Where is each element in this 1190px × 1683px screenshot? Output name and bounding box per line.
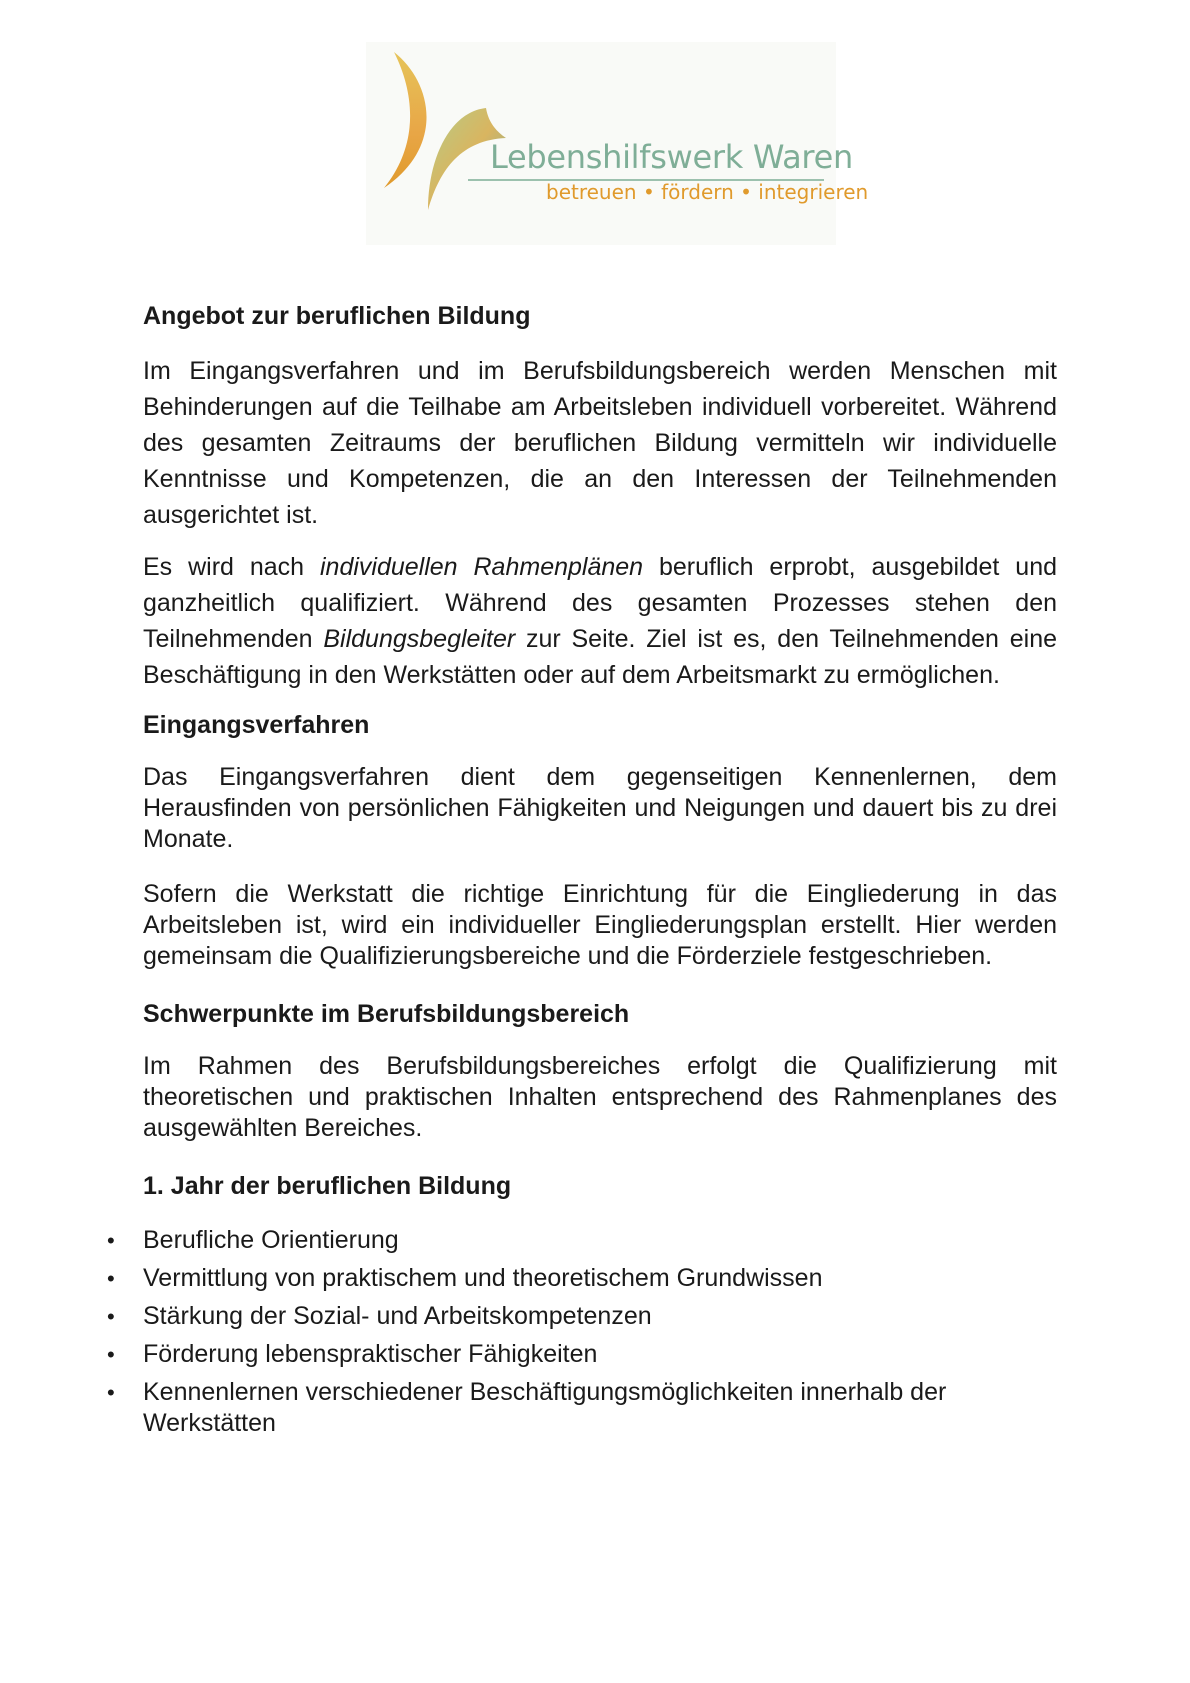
emphasis-bildungsbegleiter: Bildungsbegleiter: [323, 625, 516, 653]
logo-tagline: betreuen • fördern • integrieren: [546, 180, 869, 204]
logo-organization-name: Lebenshilfswerk Waren: [490, 138, 853, 176]
heading-entry-procedure: Eingangsverfahren: [143, 711, 370, 739]
emphasis-rahmenplaene: individuellen Rahmenplänen: [319, 553, 644, 581]
list-item: [107, 1339, 1057, 1370]
list-item: [107, 1225, 1057, 1256]
paragraph-focus: Im Rahmen des Berufsbildungsbereiches erfolgt die Qualifizierung mit theoretischen und praktischen Inhalten entsprechend des Rahmenplanes des ausgewählten Bereiches.: [143, 1052, 1057, 1142]
heading-focus: Schwerpunkte im Berufsbildungsbereich: [143, 1000, 630, 1028]
list-item-text: Vermittlung von praktischem und theoretischem Grundwissen: [143, 1264, 823, 1292]
bullet-icon: •: [107, 1304, 115, 1329]
list-item-text: Kennenlernen verschiedener Beschäftigungsmöglichkeiten innerhalb der Werkstätten: [143, 1378, 947, 1437]
paragraph-offer-2-text-c: zur Seite. Ziel ist es, den Teilnehmenden eine Beschäftigung in den Werkstätten oder auf dem Arbeitsmarkt zu ermöglichen.: [143, 625, 1057, 689]
heading-offer: Angebot zur beruflichen Bildung: [143, 302, 531, 330]
year-1-list: [107, 1225, 1057, 1439]
heading-year-1: 1. Jahr der beruflichen Bildung: [143, 1172, 512, 1200]
list-item-text: Förderung lebenspraktischer Fähigkeiten: [143, 1340, 598, 1368]
paragraph-offer-1: Im Eingangsverfahren und im Berufsbildungsbereich werden Menschen mit Behinderungen auf die Teilhabe am Arbeitsleben individuell vorbereitet. Während des gesamten Zeitraums der beruflichen Bildung vermitteln wir individuelle Kenntnisse und Kompetenzen, die an den Interessen der Teilnehmenden ausgerichtet ist.: [143, 357, 1057, 529]
list-item: [107, 1301, 1057, 1332]
document-body: [107, 300, 1057, 1439]
paragraph-entry-1: Das Eingangsverfahren dient dem gegenseitigen Kennenlernen, dem Herausfinden von persönlichen Fähigkeiten und Neigungen und dauert bis zu drei Monate.: [143, 763, 1057, 853]
list-item-text: Stärkung der Sozial- und Arbeitskompetenzen: [143, 1302, 652, 1330]
bullet-icon: •: [107, 1228, 115, 1253]
paragraph-offer-2-text-b: beruflich erprobt, ausgebildet und ganzheitlich qualifiziert. Während des gesamten Prozesses stehen den Teilnehmenden: [143, 553, 1057, 653]
list-item-text: Berufliche Orientierung: [143, 1226, 399, 1254]
organization-logo: [366, 42, 869, 245]
butterfly-logo-icon: [366, 42, 506, 222]
bullet-icon: •: [107, 1266, 115, 1291]
list-item: [107, 1263, 1057, 1294]
paragraph-entry-2: Sofern die Werkstatt die richtige Einrichtung für die Eingliederung in das Arbeitsleben ist, wird ein individueller Eingliederungsplan erstellt. Hier werden gemeinsam die Qualifizierungsbereiche und die Förderziele festgeschrieben.: [143, 880, 1057, 970]
list-item: [107, 1377, 1057, 1439]
bullet-icon: •: [107, 1380, 115, 1405]
bullet-icon: •: [107, 1342, 115, 1367]
paragraph-offer-2: [143, 549, 1057, 693]
paragraph-offer-2-text-a: Es wird nach: [143, 553, 320, 581]
